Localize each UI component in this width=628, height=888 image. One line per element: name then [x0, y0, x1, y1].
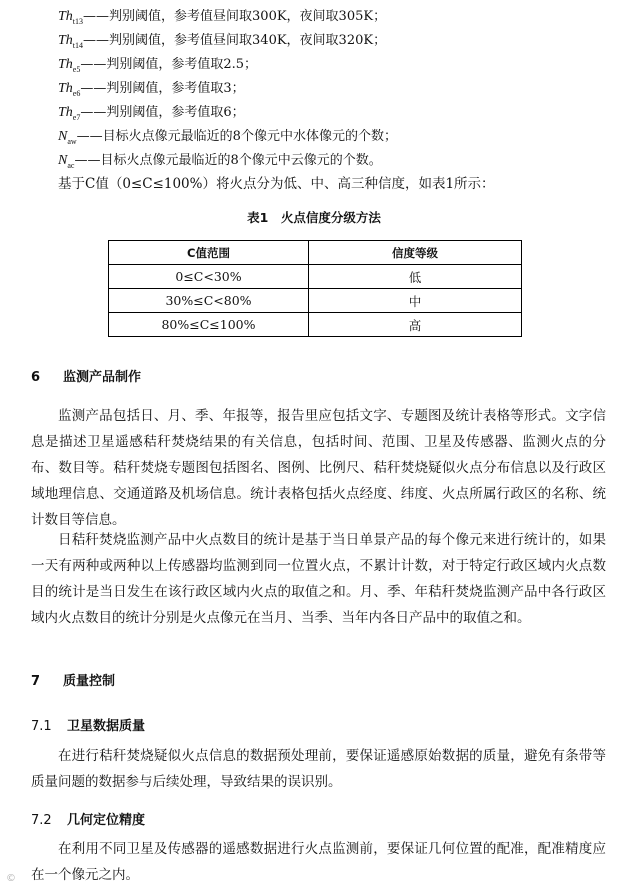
section-6-paragraph-1: 监测产品包括日、月、季、年报等，报告里应包括文字、专题图及统计表格等形式。文字信息是描述卫星遥感秸秆焚烧结果的有关信息，包括时间、范围、卫星及传感器、监测火点的分布、数目等。秸秆焚烧专题图包括图名、图例、比例尺、秸秆焚烧疑似火点分布信息以及行政区域地理信息、交通道路及机场信息。统计表格包括火点经度、纬度、火点所属行政区的名称、统计数目等信息。 [31, 408, 606, 528]
definition-th-t13: $Th_{t13}——$判别阈值，参考值昼间取300K，夜间取305K； [58, 9, 387, 26]
section-number: 6 [31, 370, 41, 385]
symbol: $Th_{e5}$ [58, 57, 81, 74]
section-7-1-paragraph: 在进行秸秆焚烧疑似火点信息的数据预处理前，要保证遥感原始数据的质量，避免有条带等质量问题的数据参与后续处理，导致结果的误识别。 [31, 748, 606, 790]
table-caption: 表1 火点信度分级方法 [247, 210, 381, 225]
definition-th-e5: $Th_{e5}——$判别阈值，参考值取2.5； [58, 57, 258, 74]
cell-c-range: 0≤C<30% [109, 265, 309, 289]
section-7-1-heading [31, 715, 145, 734]
cell-level: 中 [309, 289, 522, 313]
cell-c-range: 80%≤C≤100% [109, 313, 309, 337]
watermark: © [6, 873, 16, 884]
header-confidence-level: 信度等级 [309, 241, 522, 265]
intro-paragraph: 基于C值（0≤C≤100%）将火点分为低、中、高三种信度，如表1所示： [58, 176, 495, 192]
table-row [109, 313, 522, 337]
table-header-row [109, 241, 522, 265]
confidence-table [108, 240, 522, 337]
definition-n-aw: $N_{aw}——$目标火点像元最临近的8个像元中水体像元的个数； [58, 129, 397, 146]
cell-level: 低 [309, 265, 522, 289]
table-row [109, 289, 522, 313]
symbol: $Th_{e7}$ [58, 105, 81, 122]
symbol: $Th_{t14}$ [58, 33, 84, 50]
section-title: 质量控制 [63, 674, 116, 689]
section-7-heading [31, 670, 115, 689]
symbol: $N_{ac}$ [58, 153, 75, 170]
header-c-range: C值范围 [109, 241, 309, 265]
symbol: $Th_{e6}$ [58, 81, 81, 98]
symbol: $N_{aw}$ [58, 129, 77, 146]
subsection-title: 卫星数据质量 [67, 719, 146, 734]
subsection-number: 7.1 [31, 719, 52, 734]
symbol: $Th_{t13}$ [58, 9, 84, 26]
subsection-title: 几何定位精度 [67, 813, 146, 828]
section-7-2-paragraph: 在利用不同卫星及传感器的遥感数据进行火点监测前，要保证几何位置的配准，配准精度应在一个像元之内。 [31, 841, 606, 883]
definition-th-t14: $Th_{t14}——$判别阈值，参考值昼间取340K，夜间取320K； [58, 33, 387, 50]
section-6-heading [31, 366, 141, 385]
section-number: 7 [31, 674, 41, 689]
cell-level: 高 [309, 313, 522, 337]
subsection-number: 7.2 [31, 813, 52, 828]
section-title: 监测产品制作 [63, 370, 142, 385]
table-row [109, 265, 522, 289]
cell-c-range: 30%≤C<80% [109, 289, 309, 313]
section-6-paragraph-2: 日秸秆焚烧监测产品中火点数目的统计是基于当日单景产品的每个像元来进行统计的，如果一天有两种或两种以上传感器均监测到同一位置火点，不累计计数，对于特定行政区域内火点数目的统计是当日发生在该行政区域内火点的取值之和。月、季、年秸秆焚烧监测产品中各行政区域内火点数目的统计分别是火点像元在当月、当季、当年内各日产品中的取值之和。 [31, 532, 606, 626]
definition-n-ac: $N_{ac}——$目标火点像元最临近的8个像元中云像元的个数。 [58, 153, 382, 170]
definition-th-e6: $Th_{e6}——$判别阈值，参考值取3； [58, 81, 245, 98]
section-7-2-heading [31, 809, 145, 828]
definition-th-e7: $Th_{e7}——$判别阈值，参考值取6； [58, 105, 245, 122]
